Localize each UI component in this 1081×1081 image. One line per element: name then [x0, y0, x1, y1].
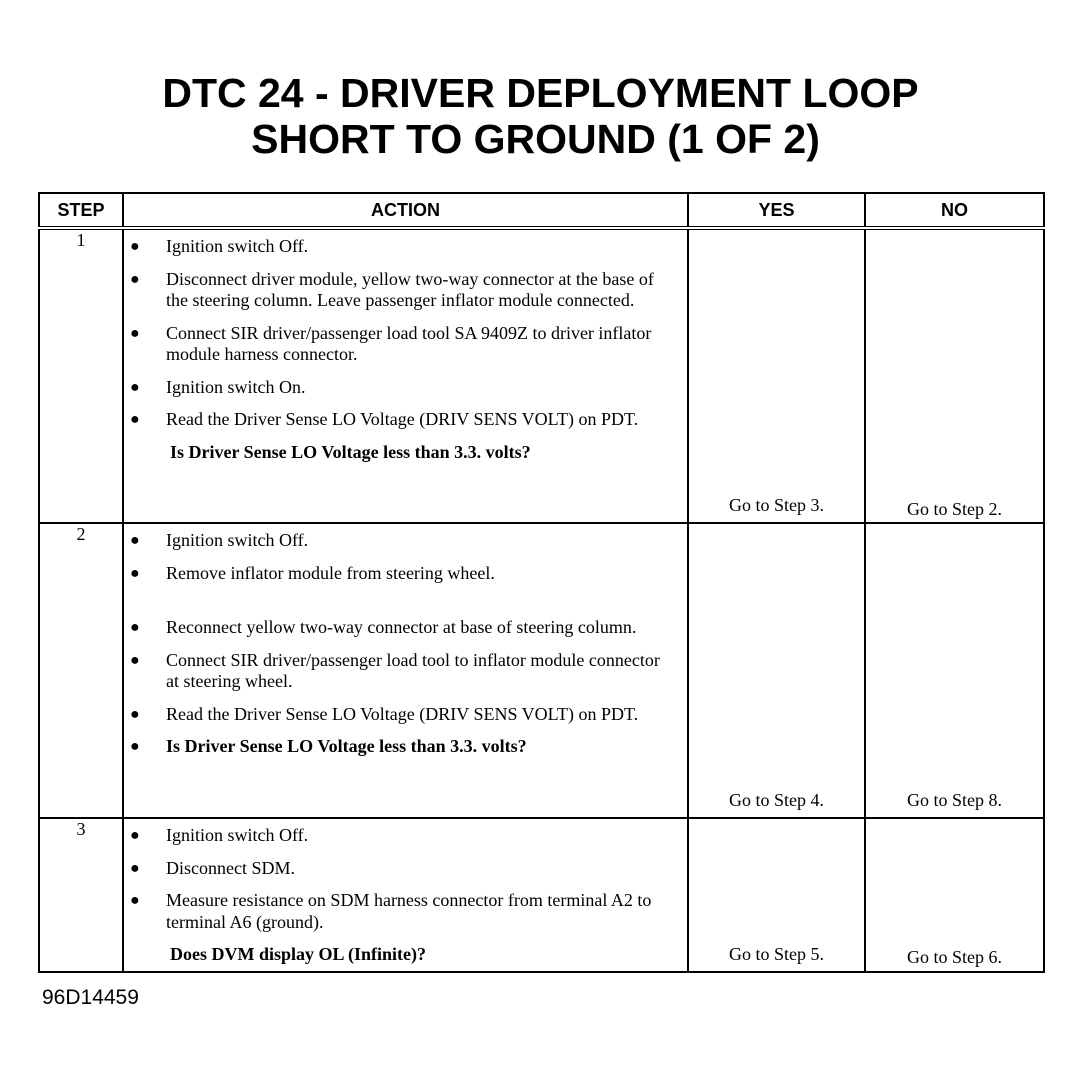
list-item: ● Connect SIR driver/passenger load tool to inflator module connector at steering wheel.: [130, 649, 660, 691]
bullet-icon: ●: [130, 651, 140, 669]
list-item: ● Ignition switch Off.: [130, 530, 309, 550]
step-number: 2: [39, 523, 123, 818]
no-result: Go to Step 6.: [906, 947, 1002, 967]
step-number: 1: [39, 228, 123, 523]
yes-cell: [688, 523, 865, 818]
bullet-icon: ●: [130, 378, 140, 396]
bullet-icon: ●: [130, 324, 140, 342]
bullet-icon: ●: [130, 564, 140, 582]
header-action: ACTION: [123, 193, 688, 228]
step-question: ● Is Driver Sense LO Voltage less than 3.3. volts?: [130, 736, 527, 756]
table-row: [39, 818, 1044, 972]
header-yes: YES: [688, 193, 865, 228]
list-item: ● Ignition switch On.: [130, 376, 306, 397]
table-row: [39, 523, 1044, 818]
yes-result: Go to Step 3.: [728, 495, 824, 515]
action-cell: [123, 523, 688, 818]
table-row: [39, 228, 1044, 523]
action-cell: [123, 818, 688, 972]
list-item: ● Ignition switch Off.: [130, 825, 309, 845]
yes-result: Go to Step 4.: [728, 790, 824, 810]
header-step: STEP: [39, 193, 123, 228]
no-cell: [865, 523, 1044, 818]
header-row: [39, 193, 1044, 228]
bullet-icon: ●: [130, 859, 140, 877]
diagnostic-table: [38, 192, 1045, 973]
yes-cell: [688, 228, 865, 523]
no-result: Go to Step 2.: [906, 499, 1002, 519]
step-number: 3: [39, 818, 123, 972]
step-question: Does DVM display OL (Infinite)?: [170, 944, 427, 964]
list-item: ● Disconnect driver module, yellow two-way connector at the base of the steering column. Leave passenger inflator module connected.: [130, 268, 654, 310]
no-cell: [865, 228, 1044, 523]
bullet-icon: ●: [130, 619, 140, 636]
no-cell: [865, 818, 1044, 972]
list-item: ● Reconnect yellow two-way connector at base of steering column.: [130, 617, 637, 637]
bullet-icon: ●: [130, 532, 140, 549]
no-result: Go to Step 8.: [906, 790, 1002, 810]
list-item: ● Ignition switch Off.: [130, 236, 309, 256]
list-item: ● Disconnect SDM.: [130, 857, 295, 878]
header-no: NO: [865, 193, 1044, 228]
bullet-icon: ●: [130, 892, 140, 909]
list-item: ● Read the Driver Sense LO Voltage (DRIV SENS VOLT) on PDT.: [130, 409, 639, 429]
bullet-icon: ●: [130, 411, 140, 428]
bullet-icon: ●: [130, 738, 140, 755]
list-item: ● Remove inflator module from steering wheel.: [130, 562, 495, 583]
list-item: ● Measure resistance on SDM harness connector from terminal A2 to terminal A6 (ground).: [130, 890, 652, 932]
figure-id: 96D14459: [42, 986, 139, 1009]
action-cell: [123, 228, 688, 523]
page-title-line-1: DTC 24 - DRIVER DEPLOYMENT LOOP: [162, 70, 919, 116]
list-item: ● Connect SIR driver/passenger load tool SA 9409Z to driver inflator module harness connector.: [130, 322, 652, 364]
bullet-icon: ●: [130, 705, 140, 723]
page-title-line-2: SHORT TO GROUND (1 OF 2): [251, 116, 820, 162]
bullet-icon: ●: [130, 270, 140, 288]
step-question: Is Driver Sense LO Voltage less than 3.3. volts?: [170, 441, 531, 462]
yes-cell: [688, 818, 865, 972]
bullet-icon: ●: [130, 238, 140, 255]
bullet-icon: ●: [130, 827, 140, 844]
yes-result: Go to Step 5.: [728, 944, 824, 964]
list-item: ● Read the Driver Sense LO Voltage (DRIV SENS VOLT) on PDT.: [130, 703, 639, 724]
